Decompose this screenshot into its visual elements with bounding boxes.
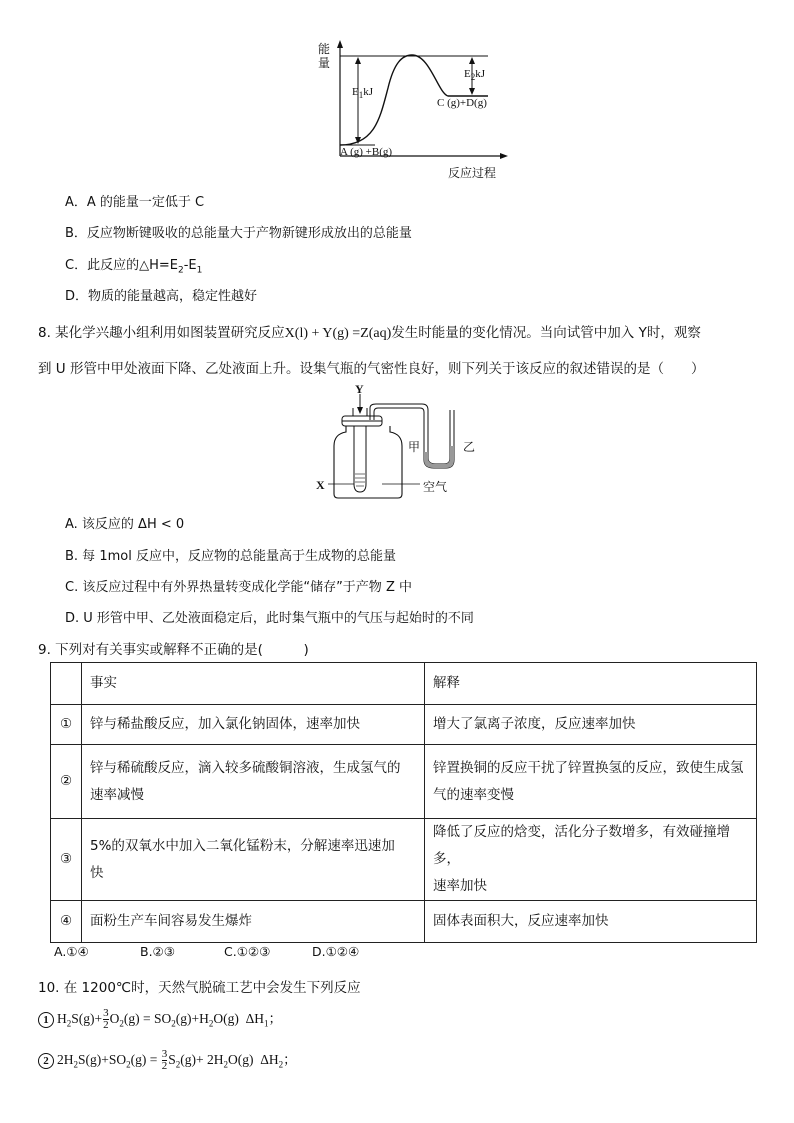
row-number: ② bbox=[51, 745, 82, 819]
q9-choice-b: B.②③ bbox=[140, 944, 175, 959]
label-jia: 甲 bbox=[408, 440, 421, 454]
q8-equation: X(l) + Y(g) =Z(aq) bbox=[284, 326, 392, 341]
q8-option-d: D. U 形管中甲、乙处液面稳定后，此时集气瓶中的气压与起始时的不同 bbox=[65, 611, 474, 626]
q10-stem: 10. 在 1200℃时，天然气脱硫工艺中会发生下列反应 bbox=[38, 980, 361, 996]
label-air: 空气 bbox=[423, 480, 448, 494]
q7-option-d: D．物质的能量越高，稳定性越好 bbox=[65, 289, 258, 304]
reaction-2: 2 $2H_2S(g)+SO_2(g)$ = $\frac{3}{2}$ $S_2(g)+ 2H_2O(g)$ $\Delta H_2$； bbox=[38, 1045, 297, 1080]
e1-label: $E_1kJ$ bbox=[352, 86, 374, 101]
table-row bbox=[51, 705, 757, 745]
fact-cell: 锌与稀盐酸反应，加入氯化钠固体，速率加快 bbox=[82, 705, 425, 745]
table-row bbox=[51, 819, 757, 901]
q7-option-b: B．反应物断键吸收的总能量大于产物新键形成放出的总能量 bbox=[65, 226, 412, 241]
q7-option-c: C．此反应的$\triangle H=E_2-E_1$ bbox=[65, 258, 203, 276]
table-header-cell: 解释 bbox=[425, 663, 757, 705]
q9-stem: 9. 下列对有关事实或解释不正确的是( ) bbox=[38, 642, 309, 658]
table-row bbox=[51, 745, 757, 819]
q8-stem-line1: 8. 某化学兴趣小组利用如图装置研究反应X(l) + Y(g) =Z(aq)发生时能量的变化情况。当向试管中加入 Y时，观察 bbox=[38, 325, 701, 341]
row-number: ① bbox=[51, 705, 82, 745]
q8-option-a: A. 该反应的 ΔH < 0 bbox=[65, 517, 185, 532]
label-y: Y bbox=[355, 382, 364, 396]
reactants-label: A (g) +B(g) bbox=[340, 146, 393, 158]
fact-cell: 5%的双氧水中加入二氧化锰粉末，分解速率迅速加 快 bbox=[82, 819, 425, 901]
label-x: X bbox=[316, 478, 325, 492]
explain-cell: 增大了氯离子浓度，反应速率加快 bbox=[425, 705, 757, 745]
e2-label: $E_2kJ$ bbox=[464, 68, 486, 83]
q9-choice-a: A.①④ bbox=[54, 944, 89, 959]
q8-option-b: B. 每 1mol 反应中，反应物的总能量高于生成物的总能量 bbox=[65, 549, 396, 564]
fact-cell: 面粉生产车间容易发生爆炸 bbox=[82, 901, 425, 943]
q9-choices bbox=[54, 944, 359, 959]
fact-cell: 锌与稀硫酸反应，滴入较多硫酸铜溶液，生成氢气的 速率减慢 bbox=[82, 745, 425, 819]
row-number: ④ bbox=[51, 901, 82, 943]
q7-option-a: A．A 的能量一定低于 C bbox=[65, 195, 205, 210]
products-label: C (g)+D(g) bbox=[437, 97, 487, 109]
circled-number: 1 bbox=[38, 1012, 54, 1028]
row-number: ③ bbox=[51, 819, 82, 901]
circled-number: 2 bbox=[38, 1053, 54, 1069]
table-header-row bbox=[51, 663, 757, 705]
label-yi: 乙 bbox=[463, 440, 476, 454]
x-axis-label: 反应过程 bbox=[448, 166, 497, 180]
table-header-cell: 事实 bbox=[82, 663, 425, 705]
y-axis-label: 能 量 bbox=[318, 42, 331, 70]
reaction-1: 1 $H_2S(g)+$ $\frac{3}{2}$ $O_2(g) = SO_2(g)+H_2O(g)$ $\Delta H_1$； bbox=[38, 1004, 282, 1039]
q9-choice-c: C.①②③ bbox=[224, 944, 271, 959]
energy-diagram bbox=[330, 38, 520, 183]
q8-option-c: C. 该反应过程中有外界热量转变成化学能“储存”于产物 Z 中 bbox=[65, 580, 412, 595]
q9-choice-d: D.①②④ bbox=[312, 944, 360, 959]
explain-cell: 锌置换铜的反应干扰了锌置换氢的反应，致使生成氢 气的速率变慢 bbox=[425, 745, 757, 819]
table-header-cell bbox=[51, 663, 82, 705]
fact-table bbox=[50, 662, 757, 943]
table-row bbox=[51, 901, 757, 943]
explain-cell: 固体表面积大，反应速率加快 bbox=[425, 901, 757, 943]
q8-stem-line2: 到 U 形管中甲处液面下降、乙处液面上升。设集气瓶的气密性良好，则下列关于该反应的叙述错误的是（ ） bbox=[38, 361, 705, 377]
explain-cell: 降低了反应的焓变，活化分子数增多，有效碰撞增多， 速率加快 bbox=[425, 819, 757, 901]
